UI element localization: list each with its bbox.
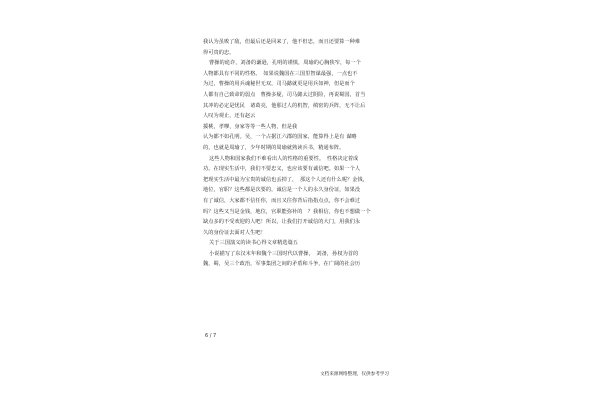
section-heading: 关于三国演义的读书心得文章精选篇五	[209, 240, 299, 247]
text-line: 缺点多的不受欢迎的人吧！所以，让我们打开诚信的大门，用我们永	[203, 219, 361, 226]
text-line: 我认为虽败了敌，但最后还是回来了，他不但忠，而且还要算一种难	[203, 39, 361, 45]
text-line: 久的身份证去面对人生吧！	[203, 229, 266, 236]
text-line: 魏，蜀，吴三个政治，军事集团之间的矛盾和斗争，在广阔的社会历	[203, 261, 361, 268]
text-line: 小说描写了东汉末年和魏个三国时代以曹操， 刘备，孙权为首的	[209, 250, 359, 257]
text-line: 的，也就是周瑜了，少年时期的周瑜就熟读兵书，精通布阵。	[203, 144, 345, 151]
text-line: 人叹为观止，还有赵云	[203, 113, 256, 120]
text-line: 人物都具有不同的性格。 如果说魏国在三国里智谋最强，一点也不	[203, 70, 358, 77]
text-line: 这些人物和国家我们不难看出人的性格的重要性。 性格决定着成	[209, 155, 359, 162]
body-text	[203, 37, 403, 270]
text-line: 地位，官职？这些都是次要的，诚信是一个人的永久身份证，如果没	[203, 187, 361, 194]
text-line: 有了诚信，大家都不信任你，而且又往你背后指指点点，你不会难过	[203, 197, 361, 204]
text-line: 援桃，孝嗲，身家等等一些人物，但是我	[203, 123, 298, 130]
text-line: 人都有自己致命的弱点 曹操多疑，司马懿太过阴险，再说蜀国，首当	[203, 91, 366, 98]
text-line: 功。在现实生活中，我们不要忠义，也应该要有诚信吧。如果一个人	[203, 166, 361, 173]
footer-note: 文档来源网络整理，仅供参考学习	[320, 372, 389, 377]
page-number: 6 / 7	[205, 333, 217, 339]
text-line: 得可贵的忠。	[203, 49, 235, 56]
text-line: 认为都不如孔明。吴，一个占据江六郡的国家，能算得上是有 谋略	[203, 134, 357, 141]
text-line: 曹操的诡诈，刘备的谦逊，孔明的谨慎，周瑜的心胸狭窄，每一个	[209, 60, 361, 67]
text-line: 其冲的必定是忧民 诸葛亮，他那过人的机智，缜密的兵阵，无不让后	[203, 102, 366, 109]
text-line: 把现实生活中最为宝贵的诚信也丢掉了， 那这个人还有什么呢？金钱，	[203, 176, 369, 183]
text-line: 为过，曹操的用兵魂秘世无双，司马懿就更是用兵如神，但是而个	[203, 81, 355, 88]
text-line: 吗？这些又当是金钱，地位，官职能弥补的 ？我相信，你也不想做一个	[203, 208, 371, 215]
